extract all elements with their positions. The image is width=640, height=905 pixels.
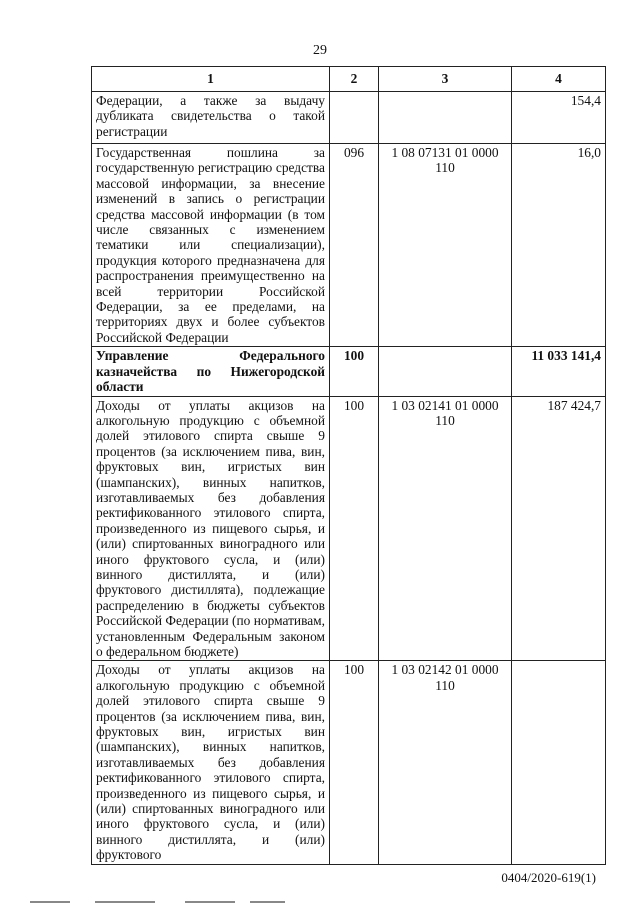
row-description: Государственная пошлина за государственную регистрацию средства массовой информации, за внесение изменений в запись о регистрации средства массовой информации (в том числе связанных с изменением тематики или специализации), продукция которого предназначена для распространения преимущественно на всей территории Российской Федерации, за ее пределами, на территориях двух и более субъектов Российской Федерации [92, 144, 330, 347]
revenue-table [91, 66, 606, 865]
document-id: 0404/2020-619(1) [501, 870, 596, 885]
row-budget-code [379, 347, 512, 396]
table-header-row [92, 67, 606, 92]
row-description: Доходы от уплаты акцизов на алкогольную продукцию с объемной долей этилового спирта свыше 9 процентов (за исключением пива, вин, фруктовых вин, игристых вин (шампанских), винных напитков, изготавливаемых без добавления ректификованного этилового спирта, произведенного из пищевого сырья, и (или) спиртованных виноградного или иного фруктового сусла, и (или) винного дистиллята, и (или) фруктового дистиллята), подлежащие распределению в бюджеты субъектов Российской Федерации (по нормативам, установленным Федеральным законом о федеральном бюджете) [92, 396, 330, 661]
row-admin-code [330, 92, 379, 144]
column-header-3: 3 [379, 67, 512, 92]
row-budget-code [379, 92, 512, 144]
row-amount: 11 033 141,4 [512, 347, 606, 396]
row-description: Управление Федерального казначейства по Нижегородской области [92, 347, 330, 396]
row-budget-code: 1 03 02142 01 0000 110 [379, 661, 512, 864]
row-amount: 154,4 [512, 92, 606, 144]
table-row [92, 144, 606, 347]
scan-edge-artifact [0, 898, 640, 905]
table-row [92, 661, 606, 864]
column-header-4: 4 [512, 67, 606, 92]
row-admin-code: 100 [330, 661, 379, 864]
table-row [92, 396, 606, 661]
row-admin-code: 100 [330, 396, 379, 661]
row-description: Доходы от уплаты акцизов на алкогольную продукцию с объемной долей этилового спирта свыше 9 процентов (за исключением пива, вин, фруктовых вин, игристых вин (шампанских), винных напитков, изготавливаемых без добавления ректификованного этилового спирта, произведенного из пищевого сырья, и (или) спиртованных виноградного или иного фруктового сусла, и (или) винного дистиллята, и (или) фруктового [92, 661, 330, 864]
row-amount [512, 661, 606, 864]
table-row [92, 92, 606, 144]
table-row [92, 347, 606, 396]
row-amount: 187 424,7 [512, 396, 606, 661]
row-description: Федерации, а также за выдачу дубликата свидетельства о такой регистрации [92, 92, 330, 144]
row-amount: 16,0 [512, 144, 606, 347]
row-budget-code: 1 03 02141 01 0000 110 [379, 396, 512, 661]
row-admin-code: 100 [330, 347, 379, 396]
row-budget-code: 1 08 07131 01 0000 110 [379, 144, 512, 347]
column-header-1: 1 [92, 67, 330, 92]
row-admin-code: 096 [330, 144, 379, 347]
column-header-2: 2 [330, 67, 379, 92]
page-number: 29 [313, 43, 327, 58]
